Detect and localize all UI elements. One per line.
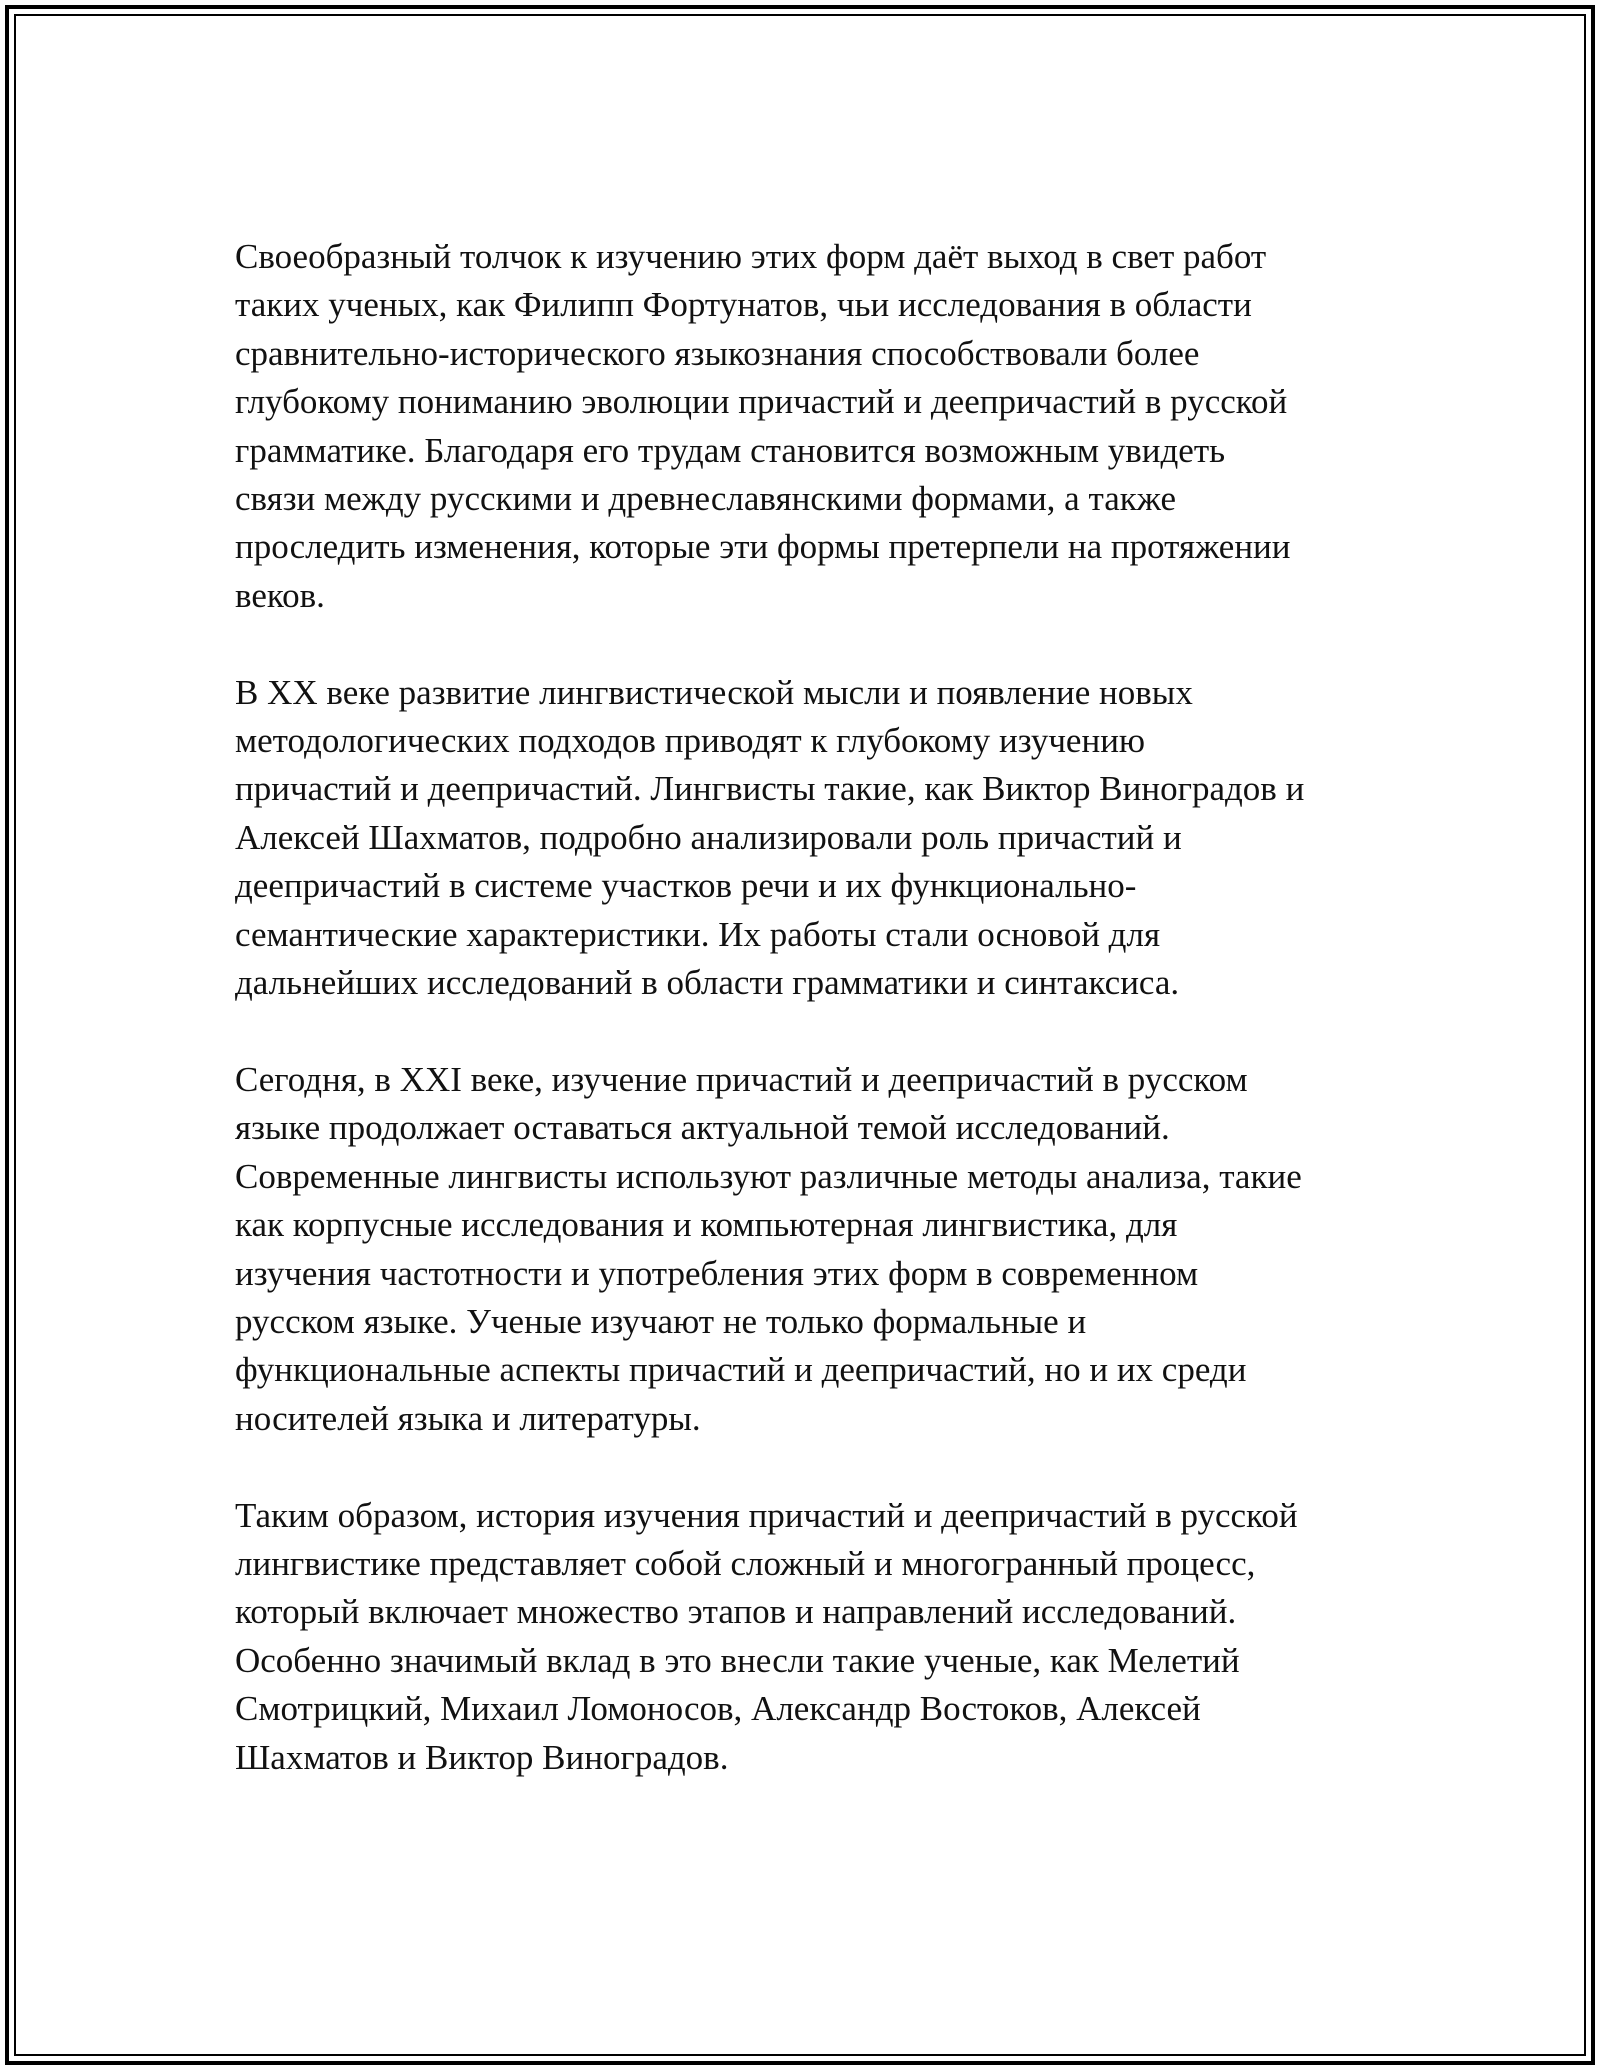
paragraph-twenty-first-century: Сегодня, в XXI веке, изучение причастий и деепричастий в русском языке продолжает оставаться актуальной темой исследований. Современные лингвисты используют различные методы анализа, такие как корпусные исследования и компьютерная лингвистика, для изучения частотности и употребления этих форм в современном русском языке. Ученые изучают не только формальные и функциональные аспекты причастий и деепричастий, но и их среди носителей языка и литературы.	[235, 1059, 1302, 1438]
paragraph-conclusion: Таким образом, история изучения причастий и деепричастий в русской лингвистике представляет собой сложный и многогранный процесс, который включает множество этапов и направлений исследований. Особенно значимый вклад в это внесли такие ученые, как Мелетий Смотрицкий, Михаил Ломоносов, Александр Востоков, Алексей Шахматов и Виктор Виноградов.	[235, 1495, 1298, 1777]
paragraph-twentieth-century: В XX веке развитие лингвистической мысли и появление новых методологических подходов приводят к глубокому изучению причастий и деепричастий. Лингвисты такие, как Виктор Виноградов и Алексей Шахматов, подробно анализировали роль причастий и деепричастий в системе участков речи и их функционально- семантические характеристики. Их работы стали основой для дальнейших исследований в области грамматики и синтаксиса.	[235, 672, 1305, 1003]
paragraph-fortunatov: Своеобразный толчок к изучению этих форм даёт выход в свет работ таких ученых, как Филипп Фортунатов, чьи исследования в области сравнительно-исторического языкознания способствовали более глубокому пониманию эволюции причастий и деепричастий в русской грамматике. Благодаря его трудам становится возможным увидеть связи между русскими и древнеславянскими формами, а также проследить изменения, которые эти формы претерпели на протяжении веков.	[235, 237, 1291, 615]
document-body	[235, 233, 1385, 1830]
